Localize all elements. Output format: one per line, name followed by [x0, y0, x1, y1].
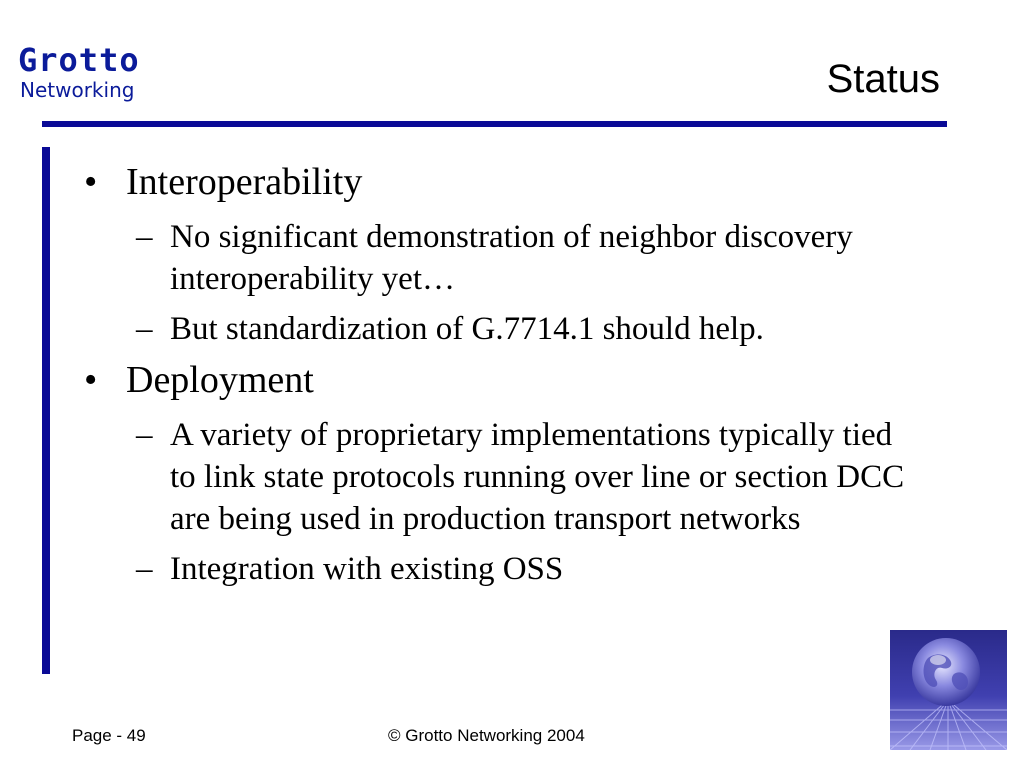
side-bar-divider — [42, 147, 50, 674]
sub-bullet-item — [84, 216, 924, 300]
dash-icon: – — [136, 417, 153, 453]
bullet-item — [84, 358, 924, 402]
bullet-icon: • — [84, 161, 98, 203]
sub-bullet-text: But standardization of G.7714.1 should help. — [170, 311, 764, 347]
company-logo — [18, 42, 140, 102]
logo-title: Grotto — [18, 41, 140, 79]
dash-icon: – — [136, 311, 153, 347]
sub-bullet-item — [84, 548, 924, 590]
bullet-item — [84, 160, 924, 204]
bullet-text: Deployment — [126, 359, 314, 401]
logo-subtitle: Networking — [20, 78, 135, 102]
slide-body — [84, 160, 924, 598]
title-divider — [42, 121, 947, 127]
sub-bullet-text: No significant demonstration of neighbor discovery interoperability yet… — [170, 219, 853, 297]
globe-icon — [890, 630, 1007, 750]
dash-icon: – — [136, 551, 153, 587]
sub-bullet-item — [84, 414, 924, 540]
sub-bullet-text: Integration with existing OSS — [170, 551, 564, 587]
sub-bullet-text: A variety of proprietary implementations typically tied to link state protocols running over line or section DCC are being used in production transport networks — [170, 417, 905, 537]
copyright-text: © Grotto Networking 2004 — [388, 726, 585, 745]
page-number: Page - 49 — [72, 726, 146, 745]
bullet-text: Interoperability — [126, 161, 363, 203]
bullet-icon: • — [84, 359, 98, 401]
slide-title: Status — [826, 57, 940, 101]
sub-bullet-item — [84, 308, 924, 350]
dash-icon: – — [136, 219, 153, 255]
